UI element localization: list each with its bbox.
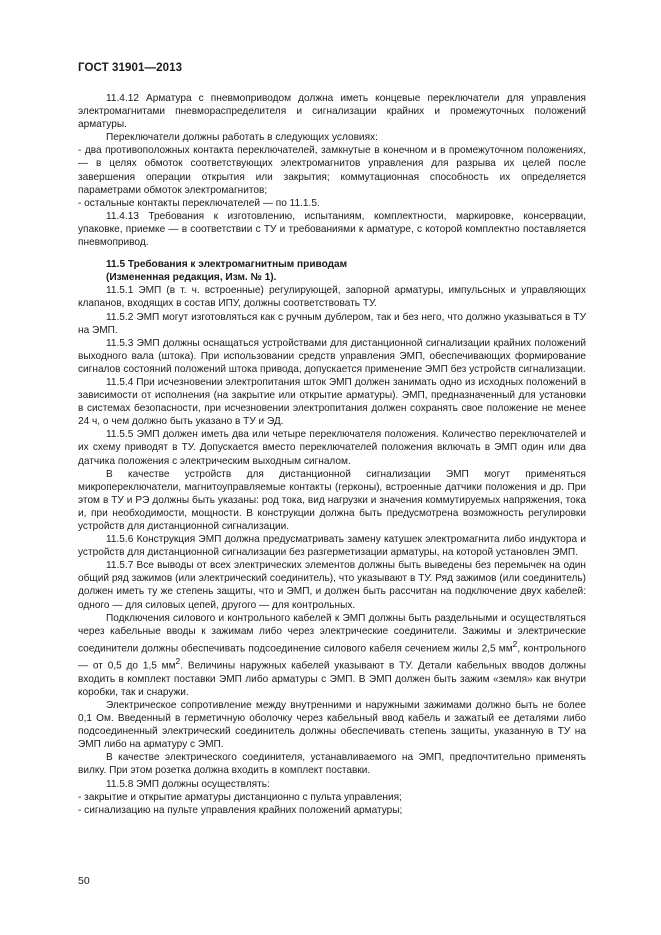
paragraph-11-5-8: 11.5.8 ЭМП должны осуществлять: — [106, 778, 270, 790]
cable-text-1: Подключения силового и контрольного кабелей к ЭМП должны быть раздельными и осуществляться через кабельные вводы к зажимам либо через электрические соединители. Зажимы и электрические соединители должны обеспечивать подсоединение силового кабеля сечением жилы 2,5 мм — [78, 612, 586, 655]
paragraph-11-5-1: 11.5.1 ЭМП (в т. ч. встроенные) регулирующей, запорной арматуры, импульсных и управляющих клапанов, входящих в состав ИПУ, должны соответствовать ТУ. — [78, 285, 586, 310]
cable-text-3: . Величины наружных кабелей указывают в ТУ. Детали кабельных вводов должны входить в комплект поставки ЭМП либо арматуры с ЭМП. В ЭМП должен быть зажим «земля» как внутри коробки, так и снаружи. — [78, 660, 587, 698]
section-title: 11.5 Требования к электромагнитным приводам — [106, 259, 348, 271]
paragraph-11-5-7: 11.5.7 Все выводы от всех электрических элементов должны быть выведены без перемычек на один общий ряд зажимов (или электрический соединитель), что указывают в ТУ. Ряд зажимов (или соединитель) должен иметь ту же степень защиты, что и ЭМП, и должен быть рассчитан на подключение двух кабелей: одного — для силовых цепей, другого — для контрольных. — [78, 560, 586, 611]
page-number: 50 — [78, 875, 90, 887]
section-note: (Измененная редакция, Изм. № 1). — [106, 272, 277, 284]
list-item-signaling: - сигнализацию на пульте управления крайних положений арматуры; — [78, 804, 403, 816]
paragraph-11-4-12: 11.4.12 Арматура с пневмоприводом должна иметь концевые переключатели для управления электромагнитами пневмораспределителя и сигнализации крайних и промежуточных положений арматуры. — [78, 93, 586, 131]
spacer — [78, 249, 586, 258]
paragraph-resistance: Электрическое сопротивление между внутренними и наружными зажимами должно быть не более 0,1 Ом. Введенный в герметичную оболочку через кабельный ввод кабель и зажатый ее деталями либо подсоединенный электрический соединитель должны обеспечивать степень защиты, указанную в ТУ на ЭМП либо на арматуру с ЭМП. — [78, 699, 586, 751]
list-item-other-contacts: - остальные контакты переключателей — по 11.1.5. — [78, 197, 320, 209]
paragraph-cable-connections — [78, 612, 586, 699]
page-content — [78, 92, 586, 817]
paragraph-11-4-13: 11.4.13 Требования к изготовлению, испытаниям, комплектности, маркировке, консервации, упаковке, приемке — в соответствии с ТУ и требованиями к арматуре, с которой комплектно поставляется пневмопривод. — [78, 210, 586, 249]
paragraph-11-5-3: 11.5.3 ЭМП должны оснащаться устройствами для дистанционной сигнализации крайних положений выходного вала (штока). При использовании средств управления ЭМП, обеспечивающих формирование сигналов состояний положений штока привода, допускается применение ЭМП без устройств сигнализации. — [78, 337, 586, 375]
superscript-unit: 2 — [512, 638, 518, 649]
list-item-remote-control: - закрытие и открытие арматуры дистанционно с пульта управления; — [78, 791, 402, 803]
paragraph-11-5-2: 11.5.2 ЭМП могут изготовляться как с ручным дублером, так и без него, что должно указываться в ТУ на ЭМП. — [78, 311, 586, 336]
paragraph-11-5-5: 11.5.5 ЭМП должен иметь два или четыре переключателя положения. Количество переключателей и их схему приводят в ТУ. Допускается вместо переключателей положения включать в ЭМП один или два датчика положения с электрическим выходным сигналом. — [78, 429, 586, 467]
paragraph-11-5-4: 11.5.4 При исчезновении электропитания шток ЭМП должен занимать одно из исходных положений в зависимости от исполнения (на закрытие или открытие арматуры). ЭМП, предназначенный для установки в системах безопасности, при исчезновении электропитания должен сохранять свое положение не менее 24 ч, о чем должно быть указано в ТУ и ЭД. — [78, 376, 586, 428]
paragraph-conditions: Переключатели должны работать в следующих условиях: — [106, 132, 378, 144]
cable-text-2: , контрольного — от 0,5 до 1,5 мм — [78, 643, 586, 672]
paragraph-11-5-6: 11.5.6 Конструкция ЭМП должна предусматривать замену катушек электромагнита либо индуктора и устройств для дистанционной сигнализации без разгерметизации арматуры, на которой установлен ЭМП. — [78, 534, 586, 559]
paragraph-signal-devices: В качестве устройств для дистанционной сигнализации ЭМП могут применяться микропереключатели, магнитоуправляемые контакты (герконы), встроенные датчики положения и др. При этом в ТУ и РЭ должны быть указаны: род тока, вид нагрузки и значения коммутируемых напряжения, тока и, при необходимости, мощности. В конструкции должна быть предусмотрена возможность регулировки устройств для дистанционной сигнализации. — [78, 468, 586, 532]
list-item-contacts: - два противоположных контакта переключателей, замкнутые в конечном и в промежуточном положениях, — в целях обмоток соответствующих электромагнитов управления для разрыва их целей после завершения операции открытия или закрытия; коммутационная способность их определяется параметрами обмоток электромагнитов; — [78, 145, 586, 196]
superscript-unit: 2 — [175, 656, 181, 667]
document-header: ГОСТ 31901—2013 — [78, 62, 183, 74]
paragraph-connector: В качестве электрического соединителя, устанавливаемого на ЭМП, предпочтительно применять вилку. При этом розетка должна входить в комплект поставки. — [78, 752, 586, 777]
